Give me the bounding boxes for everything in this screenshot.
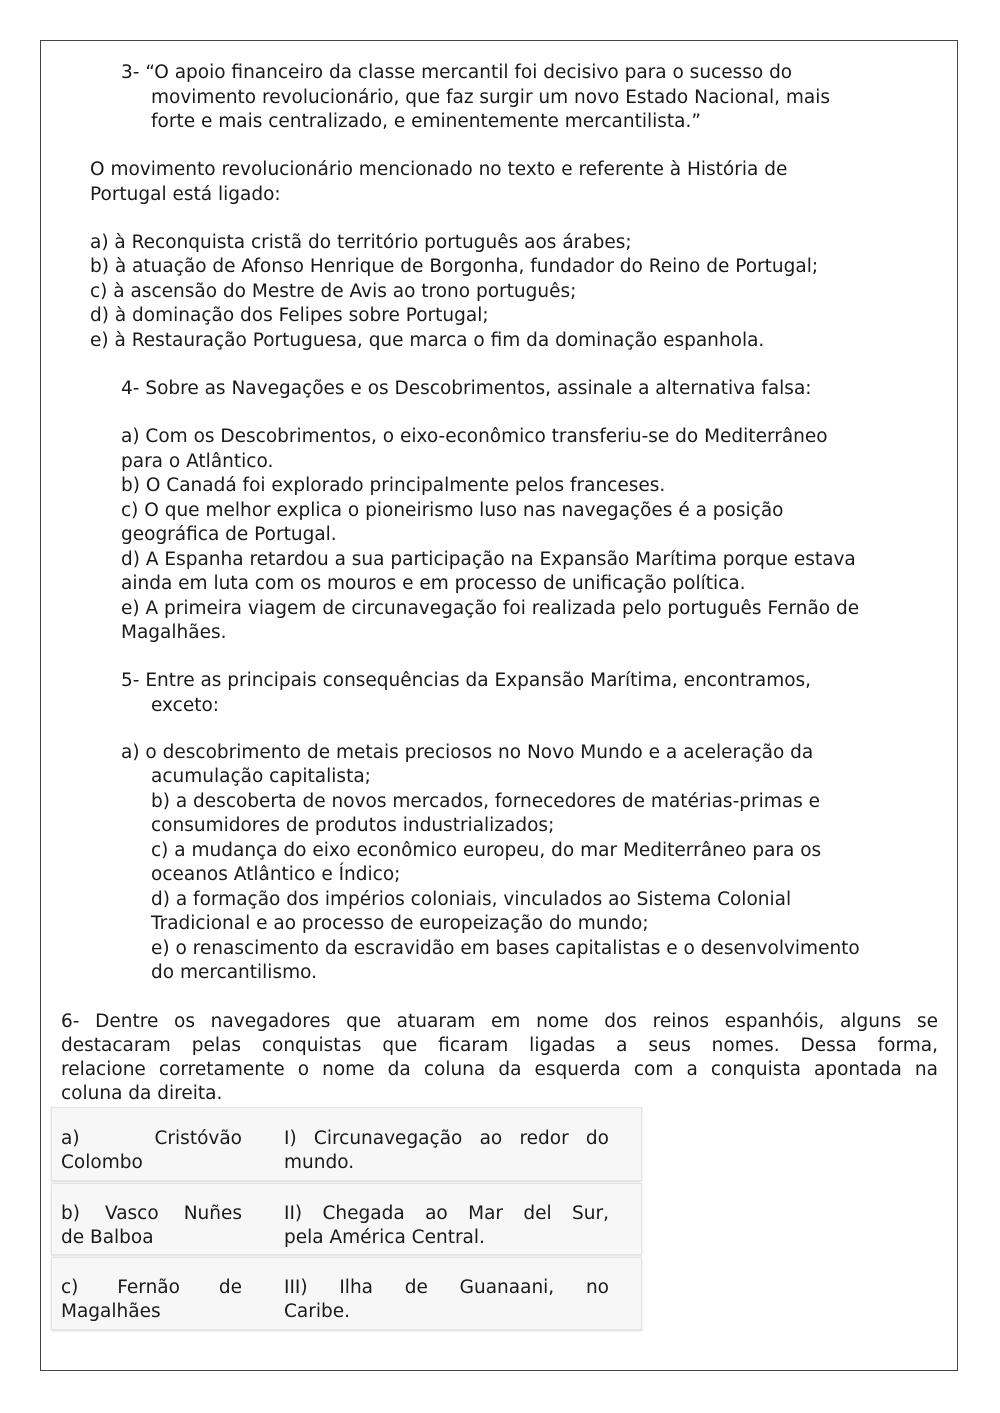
- q5-option-line: d) a formação dos impérios coloniais, vinculados ao Sistema Colonial: [151, 889, 792, 910]
- q3-option-a: a) à Reconquista cristã do território português aos árabes;: [90, 232, 632, 253]
- q4-option-line: Magalhães.: [121, 622, 227, 643]
- q3-option-c: c) à ascensão do Mestre de Avis ao trono português;: [90, 281, 577, 302]
- q3-question-line: O movimento revolucionário mencionado no texto e referente à História de: [90, 159, 788, 180]
- q3-question-line: Portugal está ligado:: [90, 184, 281, 205]
- q5-option-line: a) o descobrimento de metais preciosos no Novo Mundo e a aceleração da: [121, 742, 814, 763]
- right-cell-line: II) Chegada ao Mar del Sur,: [284, 1203, 609, 1224]
- q4-option-line: c) O que melhor explica o pioneirismo luso nas navegações é a posição: [121, 500, 784, 521]
- q4-stem: 4- Sobre as Navegações e os Descobrimentos, assinale a alternativa falsa:: [121, 378, 812, 399]
- q3-stem-line: 3- “O apoio financeiro da classe mercantil foi decisivo para o sucesso do: [121, 62, 793, 83]
- q4-option-line: d) A Espanha retardou a sua participação na Expansão Marítima porque estava: [121, 549, 856, 570]
- q4-option-line: geográfica de Portugal.: [121, 524, 337, 545]
- left-cell-line: Magalhães: [61, 1301, 161, 1322]
- q6-stem-line: 6- Dentre os navegadores que atuaram em nome dos reinos espanhóis, alguns se: [61, 1011, 938, 1032]
- left-cell-line: Colombo: [61, 1152, 143, 1173]
- q3-option-b: b) à atuação de Afonso Henrique de Borgonha, fundador do Reino de Portugal;: [90, 256, 819, 277]
- left-cell-line: b) Vasco Nuñes: [61, 1203, 242, 1224]
- q4-option-line: a) Com os Descobrimentos, o eixo-econômico transferiu-se do Mediterrâneo: [121, 426, 828, 447]
- right-cell-line: III) Ilha de Guanaani, no: [284, 1277, 609, 1298]
- q5-option-line: c) a mudança do eixo econômico europeu, do mar Mediterrâneo para os: [151, 840, 822, 861]
- q3-option-e: e) à Restauração Portuguesa, que marca o fim da dominação espanhola.: [90, 330, 765, 351]
- q5-option-line: b) a descoberta de novos mercados, fornecedores de matérias-primas e: [151, 791, 820, 812]
- left-cell-line: de Balboa: [61, 1227, 154, 1248]
- q5-option-line: do mercantilismo.: [151, 962, 317, 983]
- q3-stem-line: forte e mais centralizado, e eminentemente mercantilista.”: [151, 111, 701, 132]
- q3-option-d: d) à dominação dos Felipes sobre Portugal;: [90, 305, 489, 326]
- q5-stem-line: exceto:: [151, 695, 220, 716]
- q5-stem-line: 5- Entre as principais consequências da Expansão Marítima, encontramos,: [121, 670, 812, 691]
- left-cell-line: c) Fernão de: [61, 1277, 242, 1298]
- left-cell-line: a) Cristóvão: [61, 1128, 242, 1149]
- q5-option-line: Tradicional e ao processo de europeização do mundo;: [151, 913, 649, 934]
- q5-option-line: oceanos Atlântico e Índico;: [151, 864, 401, 885]
- q6-stem-line: relacione corretamente o nome da coluna da esquerda com a conquista apontada na: [61, 1059, 938, 1080]
- table-row: [51, 1107, 642, 1181]
- q3-stem-line: movimento revolucionário, que faz surgir um novo Estado Nacional, mais: [151, 87, 831, 108]
- q4-option-line: e) A primeira viagem de circunavegação foi realizada pelo português Fernão de: [121, 598, 860, 619]
- q5-option-line: acumulação capitalista;: [151, 766, 371, 787]
- q6-stem-line: coluna da direita.: [61, 1083, 223, 1104]
- q5-option-line: e) o renascimento da escravidão em bases capitalistas e o desenvolvimento: [151, 938, 860, 959]
- table-row: [51, 1257, 642, 1330]
- q6-stem-line: destacaram pelas conquistas que ficaram ligadas a seus nomes. Dessa forma,: [61, 1035, 938, 1056]
- q5-option-line: consumidores de produtos industrializados;: [151, 815, 555, 836]
- q4-option-line: b) O Canadá foi explorado principalmente pelos franceses.: [121, 475, 666, 496]
- table-row: [51, 1183, 642, 1255]
- right-cell-line: pela América Central.: [284, 1227, 485, 1248]
- right-cell-line: mundo.: [284, 1152, 355, 1173]
- q4-option-line: ainda em luta com os mouros e em processo de unificação política.: [121, 573, 746, 594]
- right-cell-line: I) Circunavegação ao redor do: [284, 1128, 609, 1149]
- right-cell-line: Caribe.: [284, 1301, 351, 1322]
- q4-option-line: para o Atlântico.: [121, 451, 274, 472]
